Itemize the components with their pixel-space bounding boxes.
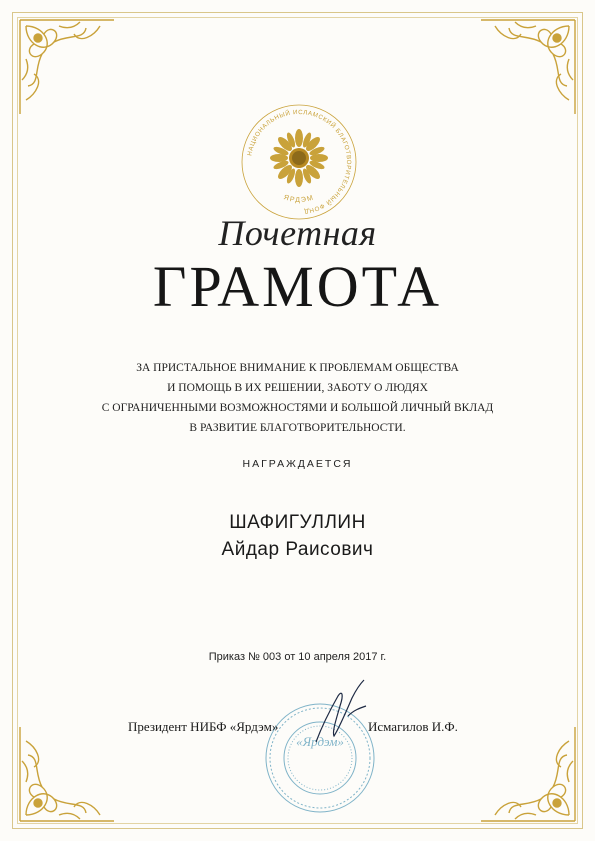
- signatory-name: Исмагилов И.Ф.: [368, 719, 458, 734]
- emblem-ring-text: НАЦИОНАЛЬНЫЙ ИСЛАМСКИЙ БЛАГОТВОРИТЕЛЬНЫЙ ФОНД: [246, 108, 353, 215]
- reason-line: С ОГРАНИЧЕННЫМИ ВОЗМОЖНОСТЯМИ И БОЛЬШОЙ ЛИЧНЫЙ ВКЛАД: [101, 402, 494, 414]
- corner-ornament-top-left: [14, 14, 119, 119]
- corner-ornament-top-right: [476, 14, 581, 119]
- corner-ornament-bottom-right: [476, 722, 581, 827]
- signatory-title: Президент НИБФ «Ярдэм»: [128, 719, 279, 734]
- reason-line: В РАЗВИТИЕ БЛАГОТВОРИТЕЛЬНОСТИ.: [189, 422, 406, 434]
- svg-text:ЯРДЭМ: [283, 194, 316, 204]
- reason-line: И ПОМОЩЬ В ИХ РЕШЕНИИ, ЗАБОТУ О ЛЮДЯХ: [167, 382, 428, 394]
- certificate-title: ГРАМОТА: [152, 254, 443, 319]
- award-reason: [80, 358, 515, 438]
- order-reference: Приказ № 003 от 10 апреля 2017 г.: [208, 651, 387, 663]
- recipient-surname: ШАФИГУЛЛИН: [229, 512, 366, 533]
- reason-line: ЗА ПРИСТАЛЬНОЕ ВНИМАНИЕ К ПРОБЛЕМАМ ОБЩЕСТВА: [136, 362, 459, 374]
- corner-ornament-bottom-left: [14, 722, 119, 827]
- sunflower-icon: [270, 129, 328, 187]
- handwritten-signature: [308, 676, 378, 746]
- certificate-script-title: Почетная: [218, 213, 377, 253]
- emblem-bottom-text: ЯРДЭМ: [282, 194, 316, 205]
- stamp-text: «Ярдэм»: [296, 734, 344, 749]
- awarded-label: НАГРАЖДАЕТСЯ: [242, 458, 353, 470]
- foundation-emblem: [237, 100, 361, 224]
- recipient-given-names: Айдар Раисович: [221, 539, 374, 560]
